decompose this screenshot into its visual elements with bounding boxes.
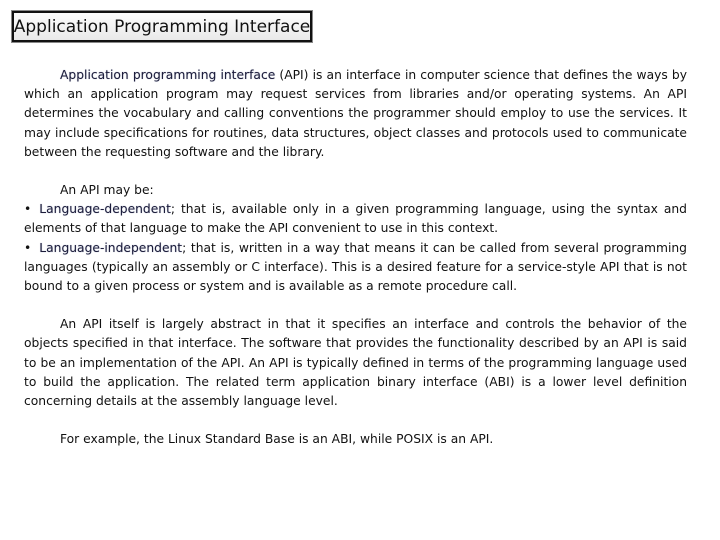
paragraph-example: For example, the Linux Standard Base is an ABI, while POSIX is an API. xyxy=(60,432,494,447)
list-item-language-independent xyxy=(24,239,687,297)
paragraph-text: (API) is an interface in computer science that defines the ways by which an application program may request services from libraries and/or operating systems. An API determines the vocabulary and calling conventions the programmer should employ to use the services. It may include specifications for routines, data structures, object classes and protocols used to communicate between the requesting software and the library. xyxy=(24,68,687,159)
list-item-text: ; that is, available only in a given programming language, using the syntax and elements of that language to make the API convenient to use in this context. xyxy=(24,202,687,236)
bullet-icon: • xyxy=(24,202,32,217)
slide-title: Application Programming Interface xyxy=(12,11,312,42)
link-language-independent[interactable]: Language-independent xyxy=(39,240,183,255)
api-types-intro: An API may be: xyxy=(60,183,154,198)
list-item-text: ; that is, written in a way that means it can be called from several programming languages (typically an assembly or C interface). This is a desired feature for a service-style API that is not bound to a given process or system and is available as a remote procedure call. xyxy=(24,240,687,294)
link-application-programming-interface[interactable]: Application programming interface xyxy=(60,68,276,82)
slide-body xyxy=(24,66,687,449)
paragraph-api-definition xyxy=(24,66,687,162)
bullet-icon: • xyxy=(24,240,32,255)
link-language-dependent[interactable]: Language-dependent xyxy=(39,202,171,217)
paragraph-api-abstract: An API itself is largely abstract in that it specifies an interface and controls the behavior of the objects specified in that interface. The software that provides the functionality described by an API is said to be an implementation of the API. An API is typically defined in terms of the programming language used to build the application. The related term application binary interface (ABI) is a lower level definition concerning details at the assembly language level. xyxy=(24,317,687,409)
list-item-language-dependent xyxy=(24,200,687,238)
